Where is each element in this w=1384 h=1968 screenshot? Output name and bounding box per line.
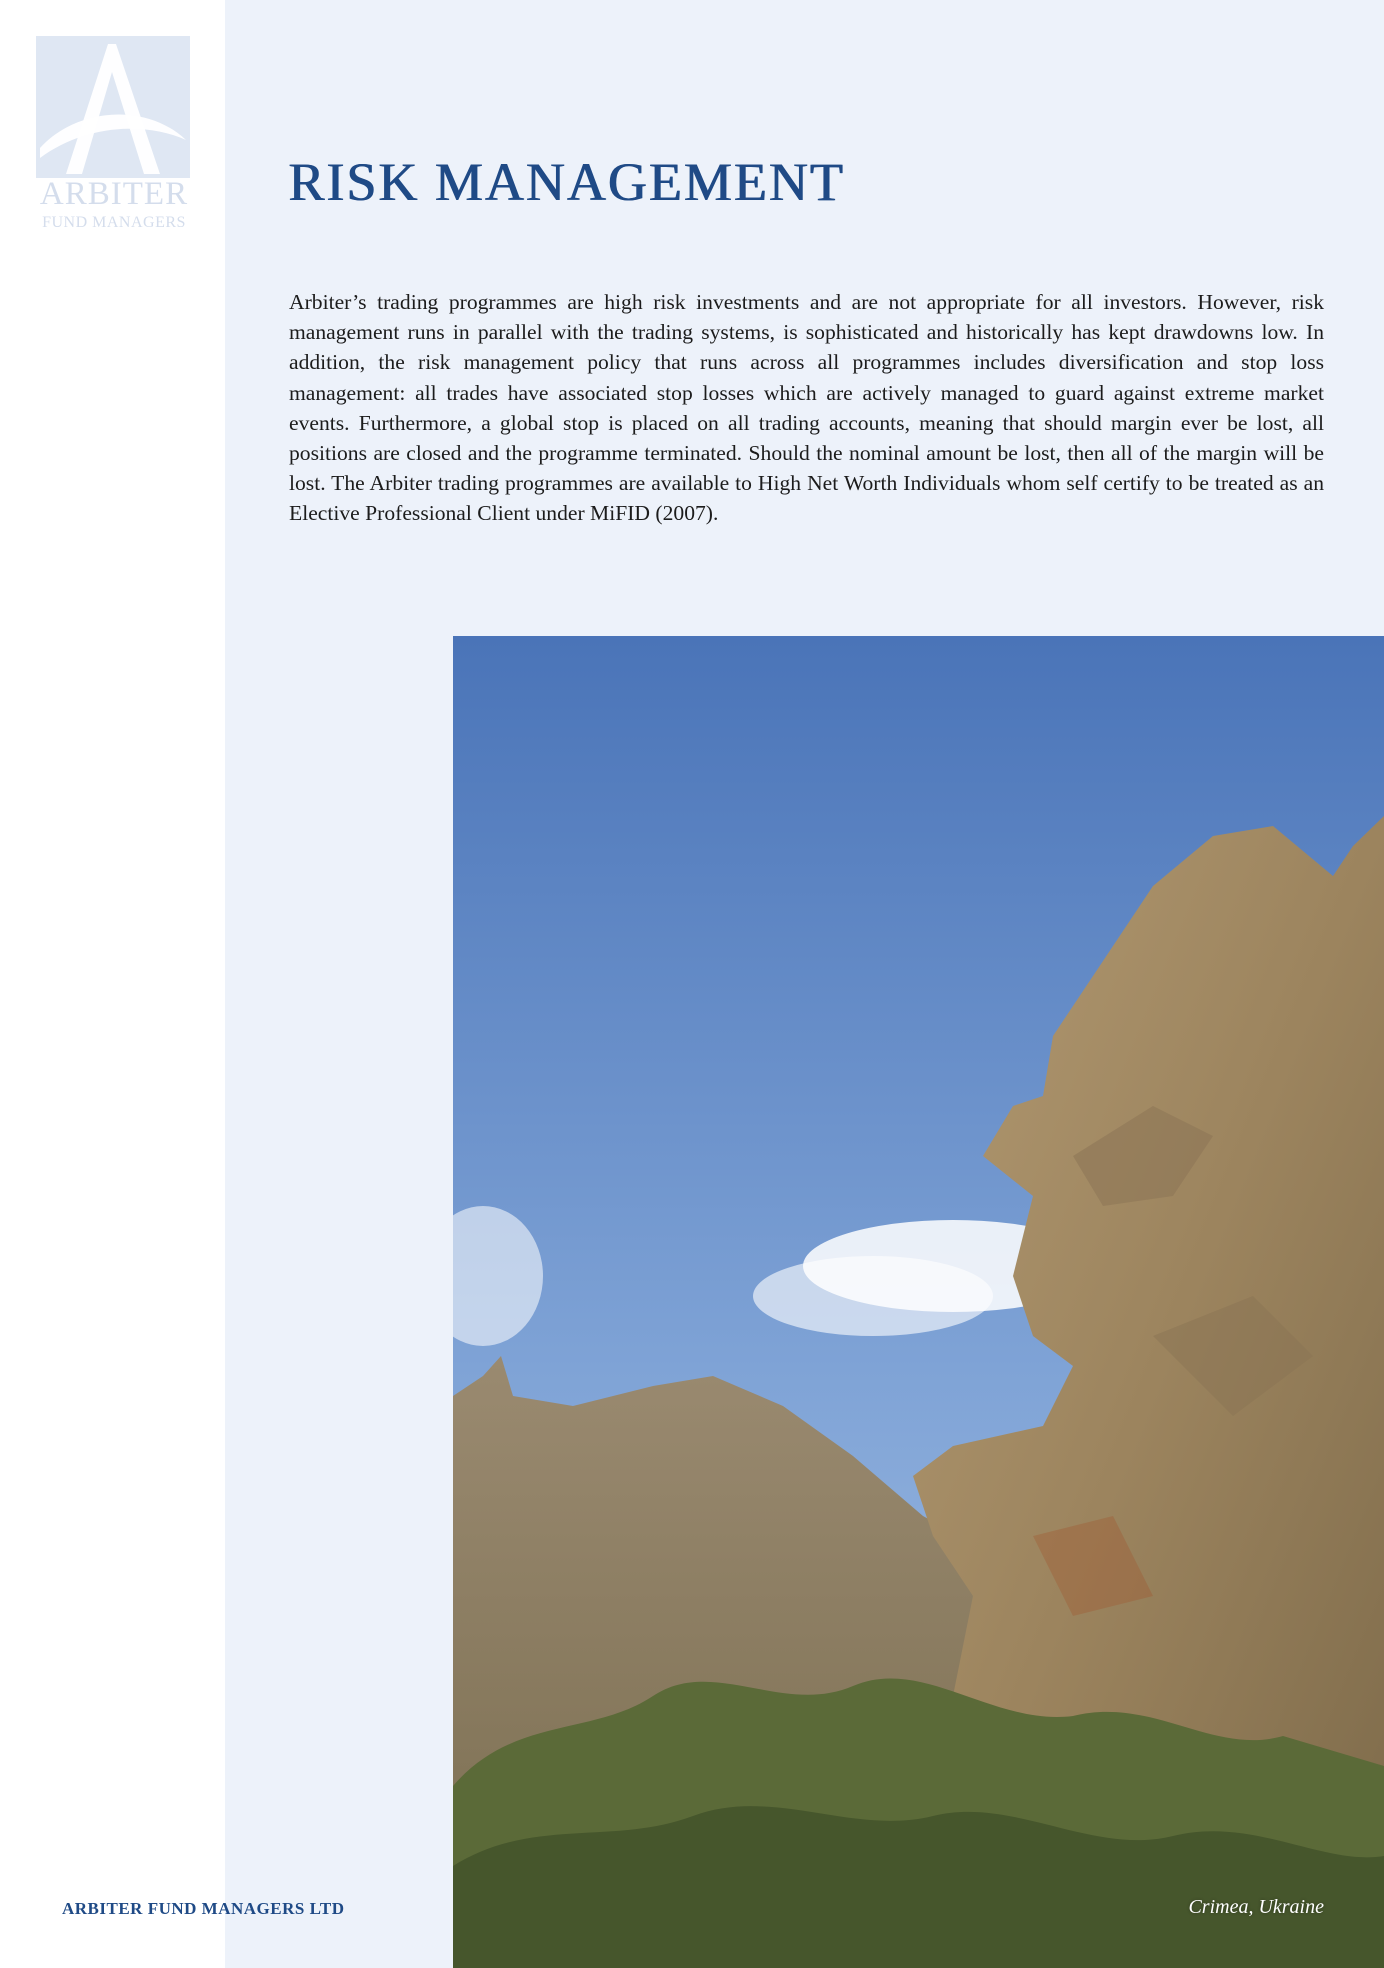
page-title: RISK MANAGEMENT bbox=[288, 152, 845, 212]
logo-name: ARBITER bbox=[39, 176, 189, 212]
landscape-photo bbox=[453, 636, 1384, 1968]
body-paragraph: Arbiter’s trading programmes are high risk investments and are not appropriate for all investors. However, risk management runs in parallel with the trading systems, is sophisticated and historically has kept drawdowns low. In addition, the risk management policy that runs across all programmes includes diversification and stop loss management: all trades have associated stop losses which are actively managed to guard against extreme market events. Furthermore, a global stop is placed on all trading accounts, meaning that should margin ever be lost, all positions are closed and the programme terminated. Should the nominal amount be lost, then all of the margin will be lost. The Arbiter trading programmes are available to High Net Worth Individuals whom self certify to be treated as an Elective Professional Client under MiFID (2007). bbox=[289, 290, 1324, 526]
photo-caption: Crimea, Ukraine bbox=[1188, 1896, 1324, 1918]
logo-emblem bbox=[36, 36, 190, 178]
arbiter-logo bbox=[36, 36, 192, 236]
left-margin bbox=[0, 0, 225, 1968]
logo-subtitle: FUND MANAGERS bbox=[42, 214, 186, 231]
footer-company-name: ARBITER FUND MANAGERS LTD bbox=[62, 1899, 345, 1918]
